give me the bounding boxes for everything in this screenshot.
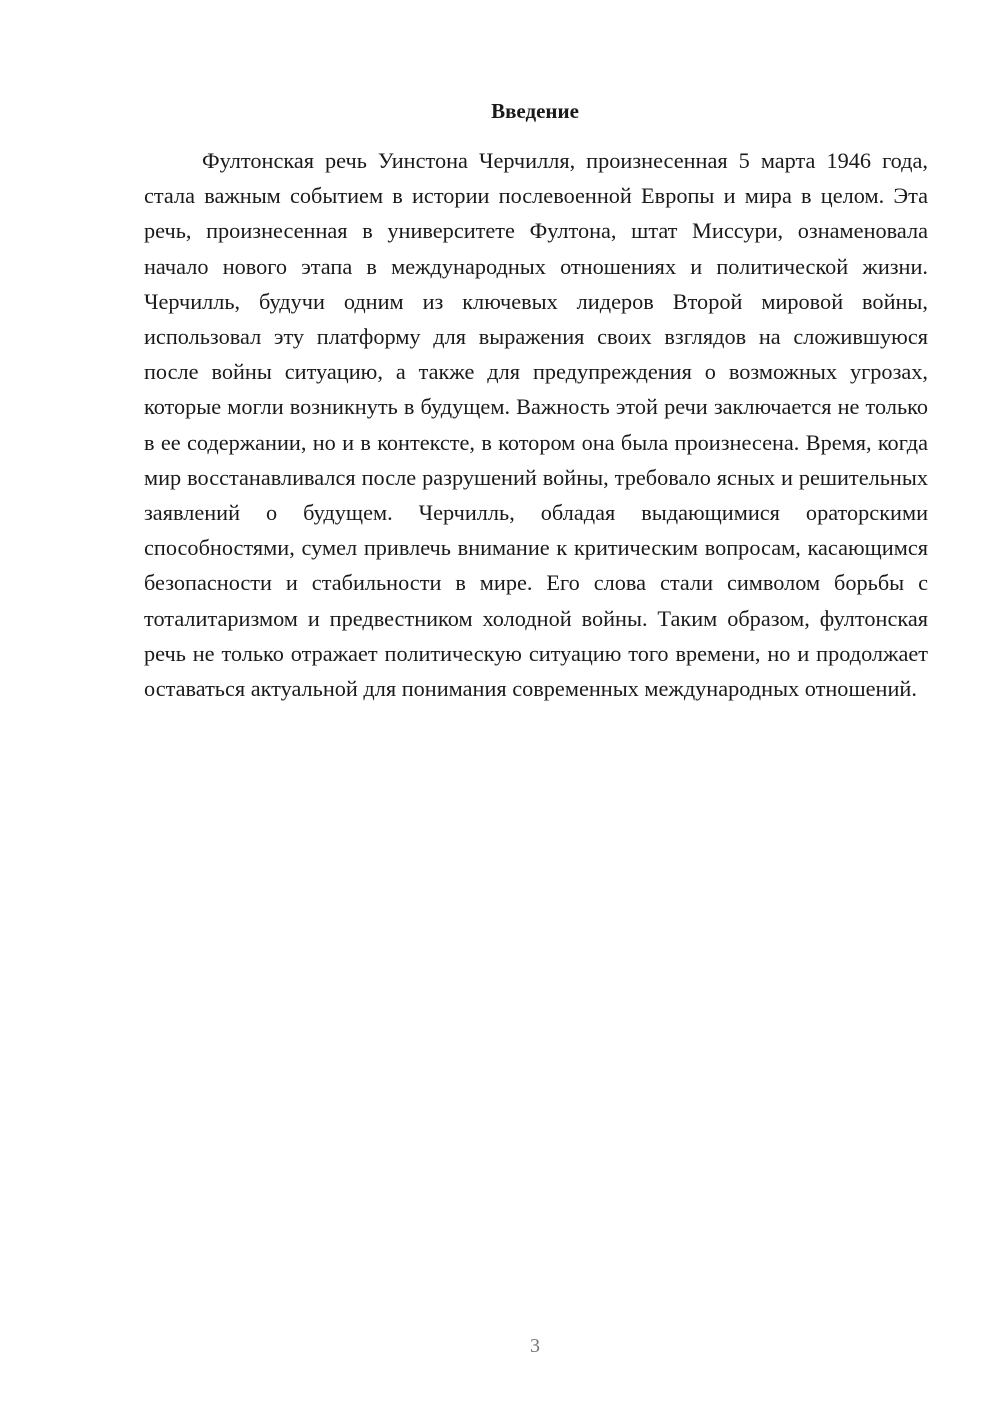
section-heading: Введение (491, 99, 579, 123)
page-number: 3 (530, 1335, 540, 1357)
body-paragraph: Фултонская речь Уинстона Черчилля, произнесенная 5 марта 1946 года, стала важным событием в истории послевоенной Европы и мира в целом. Эта речь, произнесенная в университете Фултона, штат Миссури, ознаменовала начало нового этапа в международных отношениях и политической жизни. Черчилль, будучи одним из ключевых лидеров Второй мировой войны, использовал эту платформу для выражения своих взглядов на сложившуюся после войны ситуацию, а также для предупреждения о возможных угрозах, которые могли возникнуть в будущем. Важность этой речи заключается не только в ее содержании, но и в контексте, в котором она была произнесена. Время, когда мир восстанавливался после разрушений войны, требовало ясных и решительных заявлений о будущем. Черчилль, обладая выдающимися ораторскими способностями, сумел привлечь внимание к критическим вопросам, касающимся безопасности и стабильности в мире. Его слова стали символом борьбы с тоталитаризмом и предвестником холодной войны. Таким образом, фултонская речь не только отражает политическую ситуацию того времени, но и продолжает оставаться актуальной для понимания современных международных отношений. (144, 148, 928, 702)
